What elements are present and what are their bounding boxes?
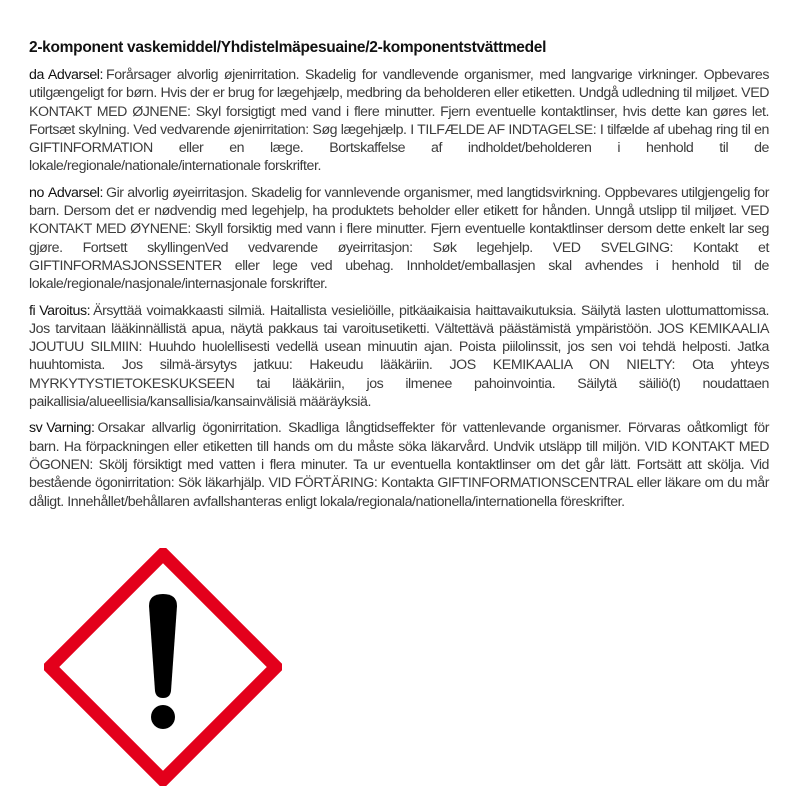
signal-word: Varning: xyxy=(46,420,95,437)
hazard-statement-text: Forårsager alvorlig øjenirritation. Skadelig for vandlevende organismer, med langvarige virkninger. Opbevares utilgængeligt for børn. Hvis der er brug for lægehjælp, medbring da beholderen eller etiketten. Undgå udledning til miljøet. VED KONTAKT MED ØJNENE: Skyl forsigtigt med vand i flere minutter. Fjern eventuelle kontaktlinser, hvis dette kan gøres let. Fortsæt skylning. Ved vedvarende øjenirritation: Søg lægehjælp. I TILFÆLDE AF INDTAGELSE: I tilfælde af ubehag ring til en GIFTINFORMATION eller en læge. Bortskaffelse af indholdet/beholderen i henhold til de lokale/regionale/nationale/internationale forskrifter. xyxy=(29,67,769,175)
signal-word: Varoitus: xyxy=(39,302,91,319)
exclamation-mark-hazard-icon xyxy=(44,548,282,786)
product-title: 2-komponent vaskemiddel/Yhdistelmäpesuaine/2-komponentstvättmedel xyxy=(29,39,547,56)
label-text-sheet xyxy=(29,38,769,519)
exclamation-dot xyxy=(151,705,175,729)
signal-word: Advarsel: xyxy=(47,184,103,201)
hazard-statement-text: Ärsyttää voimakkaasti silmiä. Haitallista vesieliöille, pitkäaikaisia haittavaikutuksia. Säilytä lasten ulottumattomissa. Jos tarvitaan lääkinnällistä apua, näytä pakkaus tai varoitusetiketti. Vältettävä päästämistä ympäristöön. JOS KEMIKAALIA JOUTUU SILMIIN: Huuhdo huolellisesti vedellä usean minuutin ajan. Poista piilolinssit, jos sen voi tehdä helposti. Jatka huuhtomista. Jos silmä-ärsytys jatkuu: Hakeudu lääkäriin. JOS KEMIKAALIA ON NIELTY: Ota yhteys MYRKYTYSTIETOKESKUKSEEN tai lääkäriin, jos ilmenee pahoinvointia. Säilytä säiliö(t) noudattaen paikallisia/alueellisia/kansallisia/kansainvälisiä määräyksiä. xyxy=(29,302,769,411)
language-code: da xyxy=(29,67,44,83)
language-code: sv xyxy=(29,420,43,437)
hazard-statement-text: Gir alvorlig øyeirritasjon. Skadelig for vannlevende organismer, med langtidsvirkning. Oppbevares utilgjengelig for barn. Dersom det er nødvendig med legehjelp, ha produktets beholder eller etikett for hånden. Unngå utslipp til miljøet. VED KONTAKT MED ØYNENE: Skyll forsiktig med vann i flere minutter. Fjern eventuelle kontaktlinser dersom dette enkelt lar seg gjøre. Fortsett skyllingenVed vedvarende øyeirritasjon: Søk legehjelp. VED SVELGING: Kontakt et GIFTINFORMASJONSSENTER eller lege ved ubehag. Innholdet/emballasjen skal avhendes i henhold til de lokale/regionale/nasjonale/internasjonale forskrifter. xyxy=(29,184,769,293)
language-code: fi xyxy=(29,302,36,319)
signal-word: Advarsel: xyxy=(47,67,103,83)
hazard-statement-text: Orsakar allvarlig ögonirritation. Skadliga långtidseffekter för vattenlevande organismer. Förvaras oåtkomligt för barn. Ha förpackningen eller etiketten till hands om du måste söka läkarvård. Undvik utsläpp till miljön. VID KONTAKT MED ÖGONEN: Skölj försiktigt med vatten i flera minuter. Ta ur eventuella kontaktlinser om det går lätt. Fortsätt att skölja. Vid bestående ögonirritation: Sök läkarhjälp. VID FÖRTÄRING: Kontakta GIFTINFORMATIONSCENTRAL eller läkare om du mår dåligt. Innehållet/behållaren avfallshanteras enligt lokala/regionala/nationella/internationella föreskrifter. xyxy=(29,420,769,510)
section-no xyxy=(29,184,769,294)
section-fi xyxy=(29,302,769,412)
section-da xyxy=(29,66,769,176)
language-code: no xyxy=(29,184,44,201)
section-sv xyxy=(29,419,769,510)
